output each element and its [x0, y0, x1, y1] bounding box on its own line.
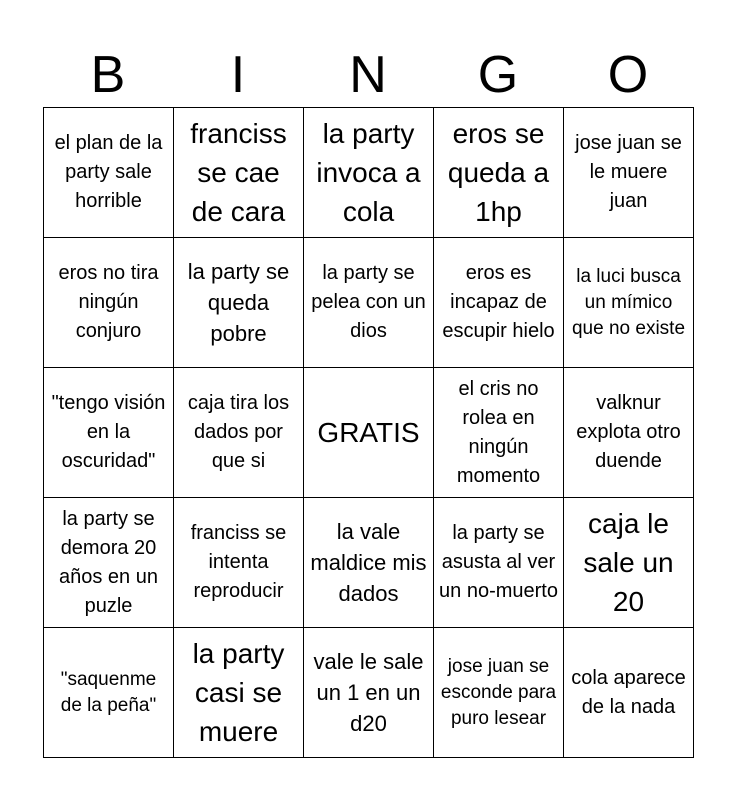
bingo-cell[interactable]: la party invoca a cola [304, 108, 434, 238]
bingo-cell[interactable]: vale le sale un 1 en un d20 [304, 628, 434, 758]
bingo-row [44, 628, 694, 758]
header-letter-o: O [607, 46, 649, 104]
bingo-cell[interactable]: la party se queda pobre [174, 238, 304, 368]
bingo-cell[interactable]: eros se queda a 1hp [434, 108, 564, 238]
bingo-cell[interactable]: la party casi se muere [174, 628, 304, 758]
header-letter-n: N [349, 46, 387, 104]
bingo-cell[interactable]: eros es incapaz de escupir hielo [434, 238, 564, 368]
bingo-cell[interactable]: la party se asusta al ver un no-muerto [434, 498, 564, 628]
bingo-row [44, 238, 694, 368]
header-letter-b: B [90, 46, 126, 104]
bingo-cell[interactable]: franciss se intenta reproducir [174, 498, 304, 628]
bingo-header [43, 44, 693, 106]
bingo-cell[interactable]: el plan de la party sale horrible [44, 108, 174, 238]
bingo-row [44, 498, 694, 628]
bingo-row [44, 108, 694, 238]
free-space-cell[interactable]: GRATIS [304, 368, 434, 498]
bingo-cell[interactable]: franciss se cae de cara [174, 108, 304, 238]
bingo-grid [43, 107, 694, 758]
bingo-cell[interactable]: la party se pelea con un dios [304, 238, 434, 368]
bingo-row [44, 368, 694, 498]
bingo-cell[interactable]: caja tira los dados por que si [174, 368, 304, 498]
bingo-cell[interactable]: el cris no rolea en ningún momento [434, 368, 564, 498]
bingo-cell[interactable]: jose juan se le muere juan [564, 108, 694, 238]
bingo-cell[interactable]: caja le sale un 20 [564, 498, 694, 628]
bingo-cell[interactable]: eros no tira ningún conjuro [44, 238, 174, 368]
bingo-cell[interactable]: valknur explota otro duende [564, 368, 694, 498]
bingo-cell[interactable]: "tengo visión en la oscuridad" [44, 368, 174, 498]
bingo-cell[interactable]: la luci busca un mímico que no existe [564, 238, 694, 368]
bingo-cell[interactable]: "saquenme de la peña" [44, 628, 174, 758]
bingo-cell[interactable]: jose juan se esconde para puro lesear [434, 628, 564, 758]
bingo-cell[interactable]: la party se demora 20 años en un puzle [44, 498, 174, 628]
header-letter-i: I [230, 46, 246, 104]
bingo-cell[interactable]: la vale maldice mis dados [304, 498, 434, 628]
bingo-cell[interactable]: cola aparece de la nada [564, 628, 694, 758]
header-letter-g: G [477, 46, 519, 104]
